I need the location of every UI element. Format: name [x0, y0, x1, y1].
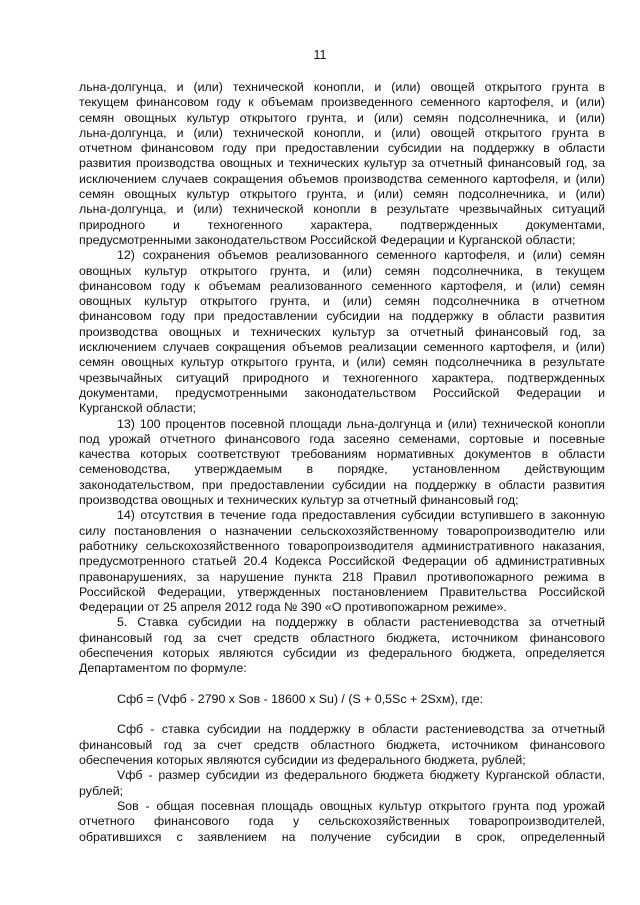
text-line: производства овощных и технических культур за отчетный финансовый год, за	[79, 324, 605, 339]
text-line: Сфб - ставка субсидии на поддержку в области растениеводства за отчетный	[117, 722, 605, 737]
text-line: 12) сохранения объемов реализованного семенного картофеля, и (или) семян	[117, 248, 605, 263]
text-line: 5. Ставка субсидии на поддержку в области растениеводства за отчетный	[117, 615, 605, 630]
text-line: под урожай отчетного финансового года засеяно семенами, сортовые и посевные	[79, 431, 605, 446]
text-line: Sов - общая посевная площадь овощных культур открытого грунта под урожай	[117, 798, 605, 813]
text-line: природного и техногенного характера, подтвержденных документами,	[79, 217, 605, 232]
text-line: рублей;	[79, 783, 124, 798]
text-line: качества которых соответствуют требованиям нормативных документов в области	[79, 447, 605, 462]
text-line: обеспечения которых являются субсидии из федерального бюджета, рублей;	[79, 753, 526, 768]
text-line: финансовый год за счет средств областного бюджета, источником финансового	[79, 737, 605, 752]
text-line: предусмотренными законодательством Российской Федерации и Курганской области;	[79, 232, 576, 247]
text-line: отчетного финансового года у сельскохозяйственных товаропроизводителей,	[79, 814, 605, 829]
text-line: развития производства овощных и технических культур за отчетный финансовый год, за	[79, 156, 605, 171]
text-line: предусмотренного статьей 20.4 Кодекса Российской Федерации об административных	[79, 554, 605, 569]
text-line: исключением случаев сокращения объемов реализации семенного картофеля, и (или)	[79, 340, 605, 355]
body-text	[79, 80, 605, 845]
text-line: законодательством, при предоставлении субсидии на поддержку в области развития	[79, 477, 605, 492]
text-line: Федерации от 25 апреля 2012 года № 390 «О противопожарном режиме».	[79, 600, 507, 615]
text-line: правонарушениях, за нарушение пункта 218 Правил противопожарного режима в	[79, 569, 605, 584]
text-line: Vфб - размер субсидии из федерального бюджета бюджету Курганской области,	[117, 768, 605, 783]
text-line: семян овощных культур открытого грунта, и (или) семян подсолнечника, и (или)	[79, 187, 605, 202]
text-line: льна-долгунца, и (или) технической конопли, и (или) овощей открытого грунта в	[79, 80, 605, 94]
text-line: 13) 100 процентов посевной площади льна-долгунца и (или) технической конопли	[117, 416, 605, 431]
text-line: документами, предусмотренными законодательством Российской Федерации и	[79, 385, 605, 400]
text-line: овощных культур открытого грунта, и (или) семян подсолнечника, в текущем	[79, 263, 605, 278]
text-line: финансовый год за счет средств областного бюджета, источником финансового	[79, 630, 605, 645]
text-line: льна-долгунца, и (или) технической конопли в результате чрезвычайных ситуаций	[79, 202, 605, 217]
text-line: силу постановления о назначении сельскохозяйственному товаропроизводителю или	[79, 523, 605, 538]
text-line: Курганской области;	[79, 401, 196, 416]
page-number: 11	[313, 48, 327, 62]
text-line: отчетном финансовом году при предоставлении субсидии на поддержку в области	[79, 141, 605, 156]
text-line: обеспечения которых являются субсидии из федерального бюджета, определяется	[79, 645, 605, 660]
text-line: текущем финансовом году к объемам произведенного семенного картофеля, и (или)	[79, 95, 605, 110]
text-line: семян овощных культур открытого грунта, и (или) семян подсолнечника, и (или)	[79, 110, 605, 125]
text-line: обратившихся с заявлением на получение субсидии в срок, определенный	[79, 829, 605, 844]
text-line: льна-долгунца, и (или) технической конопли, и (или) овощей открытого грунта в	[79, 125, 605, 140]
text-line: овощных культур открытого грунта, и (или) семян подсолнечника в отчетном	[79, 294, 605, 309]
text-line: исключением случаев сокращения объемов производства семенного картофеля, и (или)	[79, 171, 605, 186]
text-line: финансовом году к объемам реализованного семенного картофеля, и (или) семян	[79, 278, 605, 293]
text-line: финансовом году при предоставлении субсидии на поддержку в области развития	[79, 309, 605, 324]
text-line: Департаментом по формуле:	[79, 661, 247, 676]
text-line: семян овощных культур открытого грунта, и (или) семян подсолнечника в результате	[79, 355, 605, 370]
blank-line	[79, 677, 605, 692]
text-line: семеноводства, утверждаемым в порядке, установленном действующим	[79, 462, 605, 477]
text-line: работнику сельскохозяйственного товаропроизводителя административного наказания,	[79, 538, 605, 553]
text-line: производства овощных и технических культур за отчетный финансовый год;	[79, 493, 519, 508]
blank-line	[79, 707, 605, 722]
text-line: Российской Федерации, утвержденных постановлением Правительства Российской	[79, 584, 605, 599]
text-line: 14) отсутствия в течение года предоставления субсидии вступившего в законную	[117, 508, 605, 523]
text-line: Сфб = (Vфб - 2790 x Sов - 18600 x Su) / (S + 0,5Sc + 2Sхм), где:	[117, 691, 484, 706]
text-line: чрезвычайных ситуаций природного и техногенного характера, подтвержденных	[79, 370, 605, 385]
